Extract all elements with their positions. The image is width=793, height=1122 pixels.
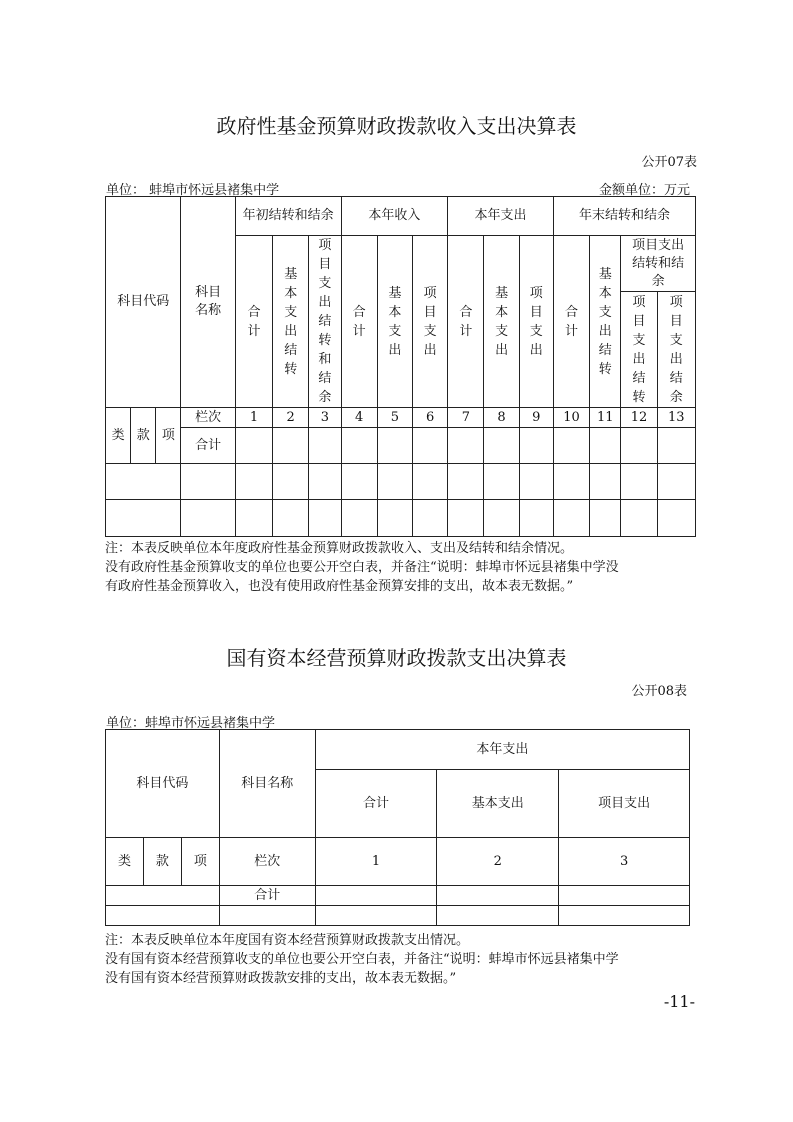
t1-lanci: 栏次 [181, 408, 235, 428]
t1-h-bnzc: 本年支出 [448, 197, 554, 236]
t1-col-num: 6 [412, 408, 447, 428]
table2-title: 国有资本经营预算财政拨款支出决算表 [226, 646, 567, 670]
table1-notes [105, 539, 705, 596]
table-row [106, 906, 690, 926]
t1-h-heji: 合计 [448, 236, 484, 408]
t1-col-num: 5 [377, 408, 412, 428]
t1-h-jbzc: 基本支出 [377, 236, 412, 408]
t2-lanci: 栏次 [219, 838, 315, 886]
table2-unit: 单位：蚌埠市怀远县褚集中学 [106, 716, 276, 731]
t2-heji-row: 合计 [219, 886, 315, 906]
t2-xiang: 项 [181, 838, 219, 886]
t1-h-xmzcjy: 项目支出结余 [657, 292, 695, 408]
table2-code: 公开08表 [631, 684, 687, 699]
t1-xiang: 项 [156, 408, 181, 464]
t1-h-heji: 合计 [553, 236, 589, 408]
t1-col-num: 7 [448, 408, 484, 428]
table1 [105, 196, 696, 537]
note-line: 没有国有资本经营预算收支的单位也要公开空白表，并备注“说明：蚌埠市怀远县褚集中学 [105, 952, 619, 967]
t1-h-xmzc: 项目支出 [412, 236, 447, 408]
t1-h-jbzcjz: 基本支出结转 [273, 236, 309, 408]
table1-code: 公开07表 [641, 155, 697, 170]
t1-h-xmzc: 项目支出 [519, 236, 553, 408]
t1-h-ncjz: 年初结转和结余 [235, 197, 341, 236]
page-number: -11- [663, 992, 695, 1011]
t1-h-bnsr: 本年收入 [341, 197, 448, 236]
t1-h-jbzcjz: 基本支出结转 [590, 236, 621, 408]
table1-unit: 单位： 蚌埠市怀远县褚集中学 [106, 183, 280, 198]
table2 [105, 729, 690, 926]
t1-col-num: 3 [309, 408, 341, 428]
t2-col-num: 1 [315, 838, 437, 886]
t1-h-jbzc: 基本支出 [484, 236, 519, 408]
note-line: 注：本表反映单位本年度国有资本经营预算财政拨款支出情况。 [105, 933, 470, 948]
t2-h-kmdm: 科目代码 [106, 730, 220, 838]
t1-col-num: 1 [235, 408, 272, 428]
t2-h-jbzc: 基本支出 [437, 770, 559, 838]
t1-col-num: 2 [273, 408, 309, 428]
t2-h-bnzc: 本年支出 [315, 730, 689, 770]
t1-col-num: 4 [341, 408, 377, 428]
t1-kuan: 款 [131, 408, 156, 464]
t2-h-heji: 合计 [315, 770, 437, 838]
t2-h-xmzc: 项目支出 [559, 770, 690, 838]
t1-h-kmmc: 科目名称 [181, 197, 235, 408]
note-line: 注：本表反映单位本年度政府性基金预算财政拨款收入、支出及结转和结余情况。 [105, 541, 574, 556]
t1-h-heji: 合计 [235, 236, 272, 408]
t1-h-nmjz: 年末结转和结余 [553, 197, 695, 236]
t2-h-kmmc: 科目名称 [219, 730, 315, 838]
note-line: 没有政府性基金预算收支的单位也要公开空白表，并备注“说明：蚌埠市怀远县褚集中学没 [105, 560, 619, 575]
note-line: 没有国有资本经营预算财政拨款安排的支出，故本表无数据。” [105, 971, 457, 986]
t1-col-num: 10 [553, 408, 589, 428]
t1-col-num: 12 [621, 408, 657, 428]
table2-notes [105, 931, 705, 988]
t2-col-num: 3 [559, 838, 690, 886]
t1-h-xmzcjzjy: 项目支出结转和结余 [621, 236, 696, 292]
t1-h-kmdm: 科目代码 [106, 197, 181, 408]
table1-amount-unit: 金额单位：万元 [598, 183, 690, 198]
table-row [106, 500, 696, 537]
t1-lei: 类 [106, 408, 131, 464]
t1-col-num: 13 [657, 408, 695, 428]
t1-h-heji: 合计 [341, 236, 377, 408]
t1-col-num: 9 [519, 408, 553, 428]
table1-title: 政府性基金预算财政拨款收入支出决算表 [216, 114, 577, 138]
note-line: 有政府性基金预算收入，也没有使用政府性基金预算安排的支出，故本表无数据。” [105, 579, 574, 594]
t1-h-xmzcjzjy: 项目支出结转和结余 [309, 236, 341, 408]
t1-col-num: 11 [590, 408, 621, 428]
t1-h-xmzcjz: 项目支出结转 [621, 292, 657, 408]
t2-lei: 类 [106, 838, 144, 886]
t2-kuan: 款 [143, 838, 181, 886]
t1-col-num: 8 [484, 408, 519, 428]
t2-col-num: 2 [437, 838, 559, 886]
table-row [106, 464, 696, 500]
t1-heji-row: 合计 [181, 428, 235, 464]
